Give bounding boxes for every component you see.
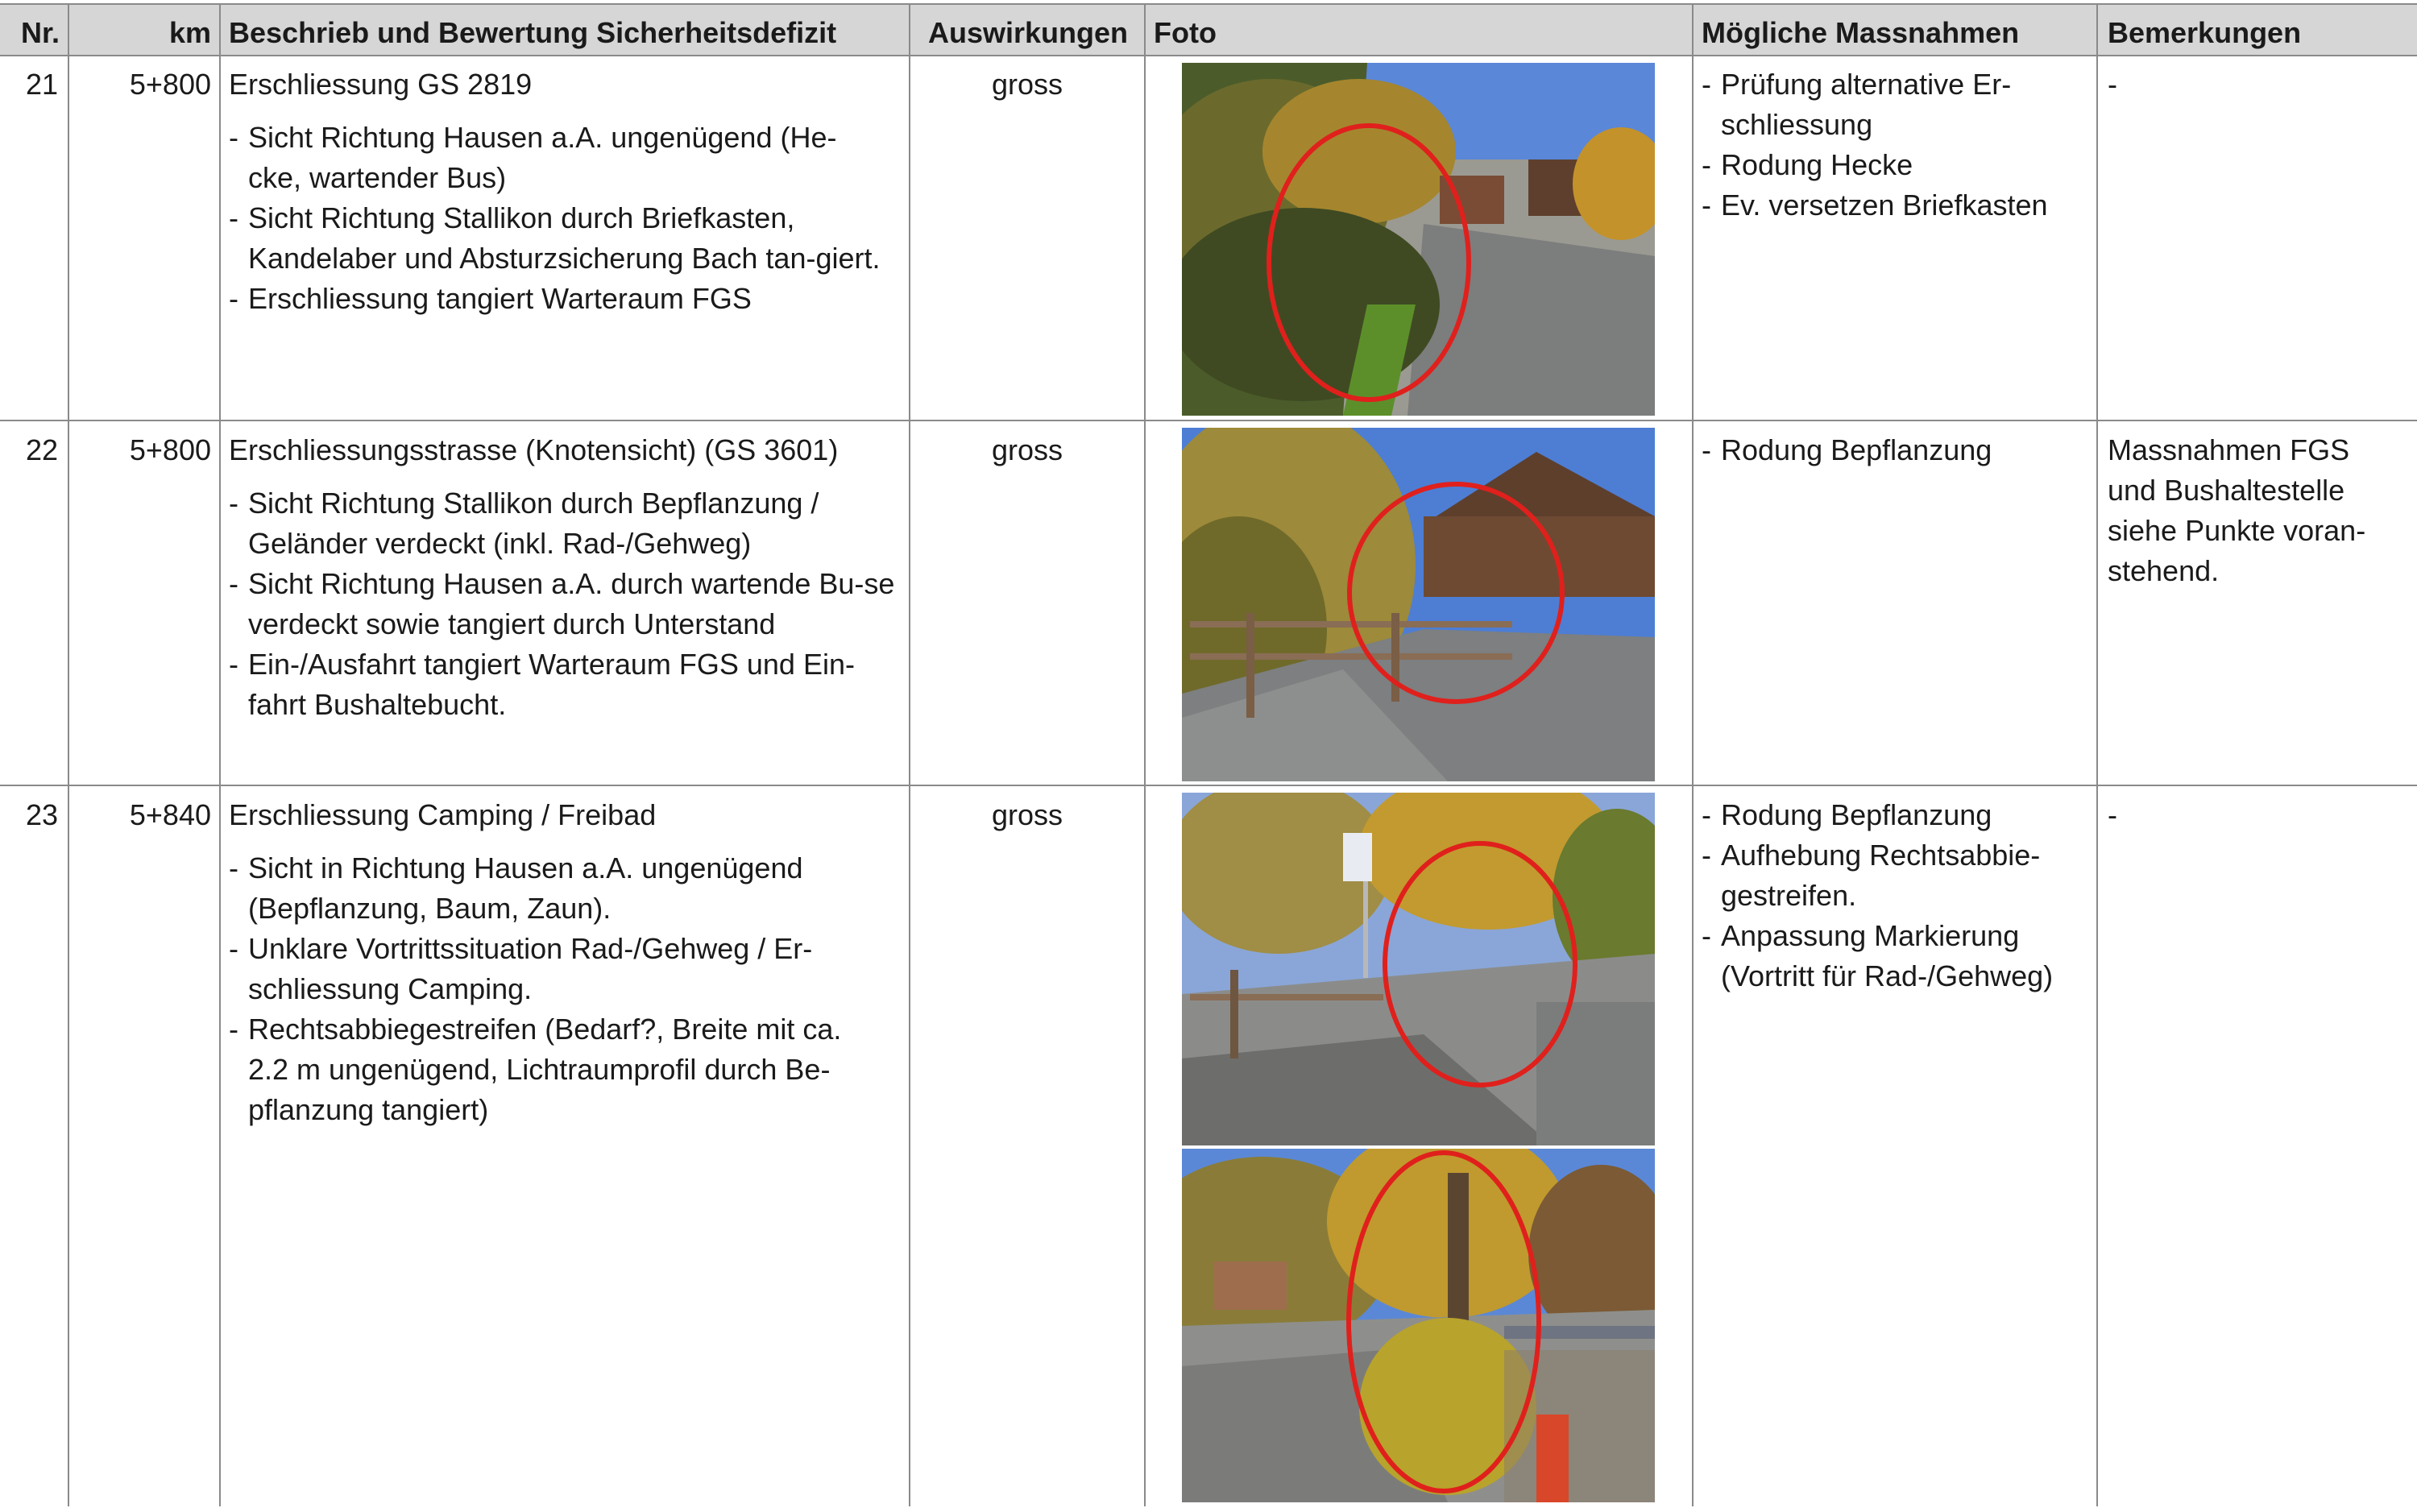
header-auswirkungen: Auswirkungen bbox=[927, 16, 1129, 49]
header-bemerkungen: Bemerkungen bbox=[2108, 16, 2302, 49]
measure-item: - Aufhebung Rechtsabbie-gestreifen. bbox=[1702, 835, 2088, 916]
description-title: Erschliessungsstrasse (Knotensicht) (GS 3601) bbox=[229, 433, 839, 466]
row-description bbox=[229, 64, 898, 319]
measure-item: - Rodung Bepflanzung bbox=[1702, 795, 2088, 835]
photo-hedge-road bbox=[1182, 63, 1655, 416]
row-measures bbox=[1702, 795, 2088, 996]
row-nr: 22 bbox=[25, 433, 58, 466]
description-point: - Unklare Vortrittssituation Rad-/Gehweg / Er-schliessung Camping. bbox=[229, 929, 881, 1009]
row-divider-22 bbox=[0, 785, 2417, 786]
measure-item: - Rodung Hecke bbox=[1702, 145, 2088, 185]
row-remarks: - bbox=[2108, 798, 2117, 831]
measure-item: - Anpassung Markierung (Vortritt für Rad-/Gehweg) bbox=[1702, 916, 2088, 996]
col-rule-3 bbox=[909, 5, 910, 1506]
col-rule-4 bbox=[1144, 5, 1146, 1506]
description-point: - Erschliessung tangiert Warteraum FGS bbox=[229, 279, 881, 319]
header-top-rule bbox=[0, 3, 2417, 5]
description-point: - Sicht Richtung Hausen a.A. durch wartende Bu-se verdeckt sowie tangiert durch Unterstand bbox=[229, 564, 906, 644]
measure-item: - Prüfung alternative Er-schliessung bbox=[1702, 64, 2088, 145]
header-foto: Foto bbox=[1154, 16, 1217, 49]
header-beschrieb: Beschrieb und Bewertung Sicherheitsdefizit bbox=[229, 16, 837, 49]
row-nr: 21 bbox=[25, 68, 58, 101]
header-km: km bbox=[168, 16, 211, 49]
description-point: - Sicht Richtung Stallikon durch Briefkasten, Kandelaber und Absturzsicherung Bach tan-giert. bbox=[229, 198, 881, 279]
description-point: - Sicht Richtung Hausen a.A. ungenügend (He-cke, wartender Bus) bbox=[229, 118, 881, 198]
header-massnahmen: Mögliche Massnahmen bbox=[1702, 16, 2020, 49]
header-nr: Nr. bbox=[20, 16, 60, 49]
row-divider-21 bbox=[0, 420, 2417, 421]
row-impact: gross bbox=[991, 68, 1063, 101]
description-point: - Sicht Richtung Stallikon durch Bepflanzung / Geländer verdeckt (inkl. Rad-/Gehweg) bbox=[229, 483, 906, 564]
row-km: 5+800 bbox=[129, 433, 211, 466]
row-description bbox=[229, 795, 898, 1130]
row-km: 5+840 bbox=[129, 798, 211, 831]
description-title: Erschliessung GS 2819 bbox=[229, 68, 533, 101]
description-point: - Ein-/Ausfahrt tangiert Warteraum FGS und Ein-fahrt Bushaltebucht. bbox=[229, 644, 906, 725]
row-measures bbox=[1702, 64, 2088, 226]
row-measures bbox=[1702, 430, 2088, 470]
col-rule-6 bbox=[2096, 5, 2098, 1506]
photo-tree-fence bbox=[1182, 1149, 1655, 1502]
row-remarks: Massnahmen FGS und Bushaltestelle siehe Punkte voran-stehend. bbox=[2108, 433, 2366, 587]
row-impact: gross bbox=[991, 433, 1063, 466]
row-remarks: - bbox=[2108, 68, 2117, 101]
row-description bbox=[229, 430, 898, 725]
measure-item: - Ev. versetzen Briefkasten bbox=[1702, 185, 2088, 226]
row-nr: 23 bbox=[25, 798, 58, 831]
col-rule-5 bbox=[1692, 5, 1694, 1506]
description-title: Erschliessung Camping / Freibad bbox=[229, 798, 657, 831]
photo-railing-house bbox=[1182, 428, 1655, 781]
row-impact: gross bbox=[991, 798, 1063, 831]
header-bottom-rule bbox=[0, 55, 2417, 56]
row-km: 5+800 bbox=[129, 68, 211, 101]
description-point: - Sicht in Richtung Hausen a.A. ungenügend (Bepflanzung, Baum, Zaun). bbox=[229, 848, 881, 929]
measure-item: - Rodung Bepflanzung bbox=[1702, 430, 2088, 470]
photo-bike-path bbox=[1182, 793, 1655, 1145]
description-point: - Rechtsabbiegestreifen (Bedarf?, Breite mit ca. 2.2 m ungenügend, Lichtraumprofil durch Be-pflanzung tangiert) bbox=[229, 1009, 881, 1130]
col-rule-1 bbox=[68, 5, 69, 1506]
col-rule-2 bbox=[219, 5, 221, 1506]
